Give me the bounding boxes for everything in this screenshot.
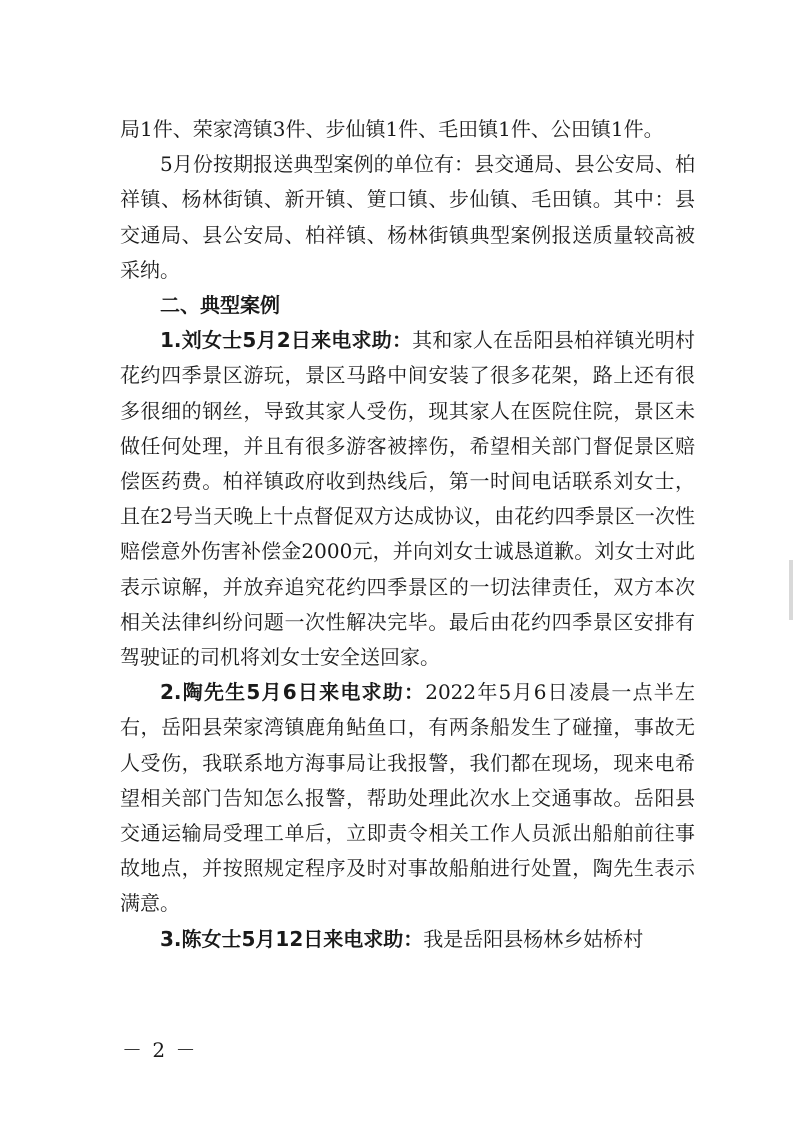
case-body-2: 2022年5月6日凌晨一点半左右，岳阳县荣家湾镇鹿角鲇鱼口，有两条船发生了碰撞，事故无人受伤，我联系地方海事局让我报警，我们都在现场，现来电希望相关部门告知怎么报警，帮助处理此次水上交通事故。岳阳县交通运输局受理工单后，立即责令相关工作人员派出船舶前往事故地点，并按照规定程序及时对事故船舶进行处置，陶先生表示满意。 <box>120 680 695 916</box>
case-body-3: 我是岳阳县杨林乡姑桥村 <box>423 926 644 951</box>
case-title-1: 1.刘女士5月2日来电求助： <box>160 328 413 353</box>
document-body <box>120 112 695 957</box>
scan-edge-mark <box>789 560 793 620</box>
case-title-2: 2.陶先生5月6日来电求助： <box>160 680 426 705</box>
case-body-1: 其和家人在岳阳县柏祥镇光明村花约四季景区游玩，景区马路中间安装了很多花架，路上还有很多很细的钢丝，导致其家人受伤，现其家人在医院住院，景区未做任何处理，并且有很多游客被摔伤，希望相关部门督促景区赔偿医药费。柏祥镇政府收到热线后，第一时间电话联系刘女士，且在2号当天晚上十点督促双方达成协议，由花约四季景区一次性赔偿意外伤害补偿金2000元，并向刘女士诚恳道歉。刘女士对此表示谅解，并放弃追究花约四季景区的一切法律责任，双方本次相关法律纠纷问题一次性解决完毕。最后由花约四季景区安排有驾驶证的司机将刘女士安全送回家。 <box>120 328 695 670</box>
report-paragraph: 5月份按期报送典型案例的单位有：县交通局、县公安局、柏祥镇、杨林街镇、新开镇、筻口镇、步仙镇、毛田镇。其中：县交通局、县公安局、柏祥镇、杨林街镇典型案例报送质量较高被采纳。 <box>120 152 695 282</box>
continuation-paragraph: 局1件、荣家湾镇3件、步仙镇1件、毛田镇1件、公田镇1件。 <box>120 117 664 141</box>
case-title-3: 3.陈女士5月12日来电求助： <box>160 926 424 951</box>
case-paragraph-1 <box>120 323 695 675</box>
page-number: － 2 － <box>122 1038 198 1062</box>
section-heading: 二、典型案例 <box>160 293 280 318</box>
case-paragraph-3 <box>120 922 695 957</box>
case-paragraph-2 <box>120 675 695 921</box>
